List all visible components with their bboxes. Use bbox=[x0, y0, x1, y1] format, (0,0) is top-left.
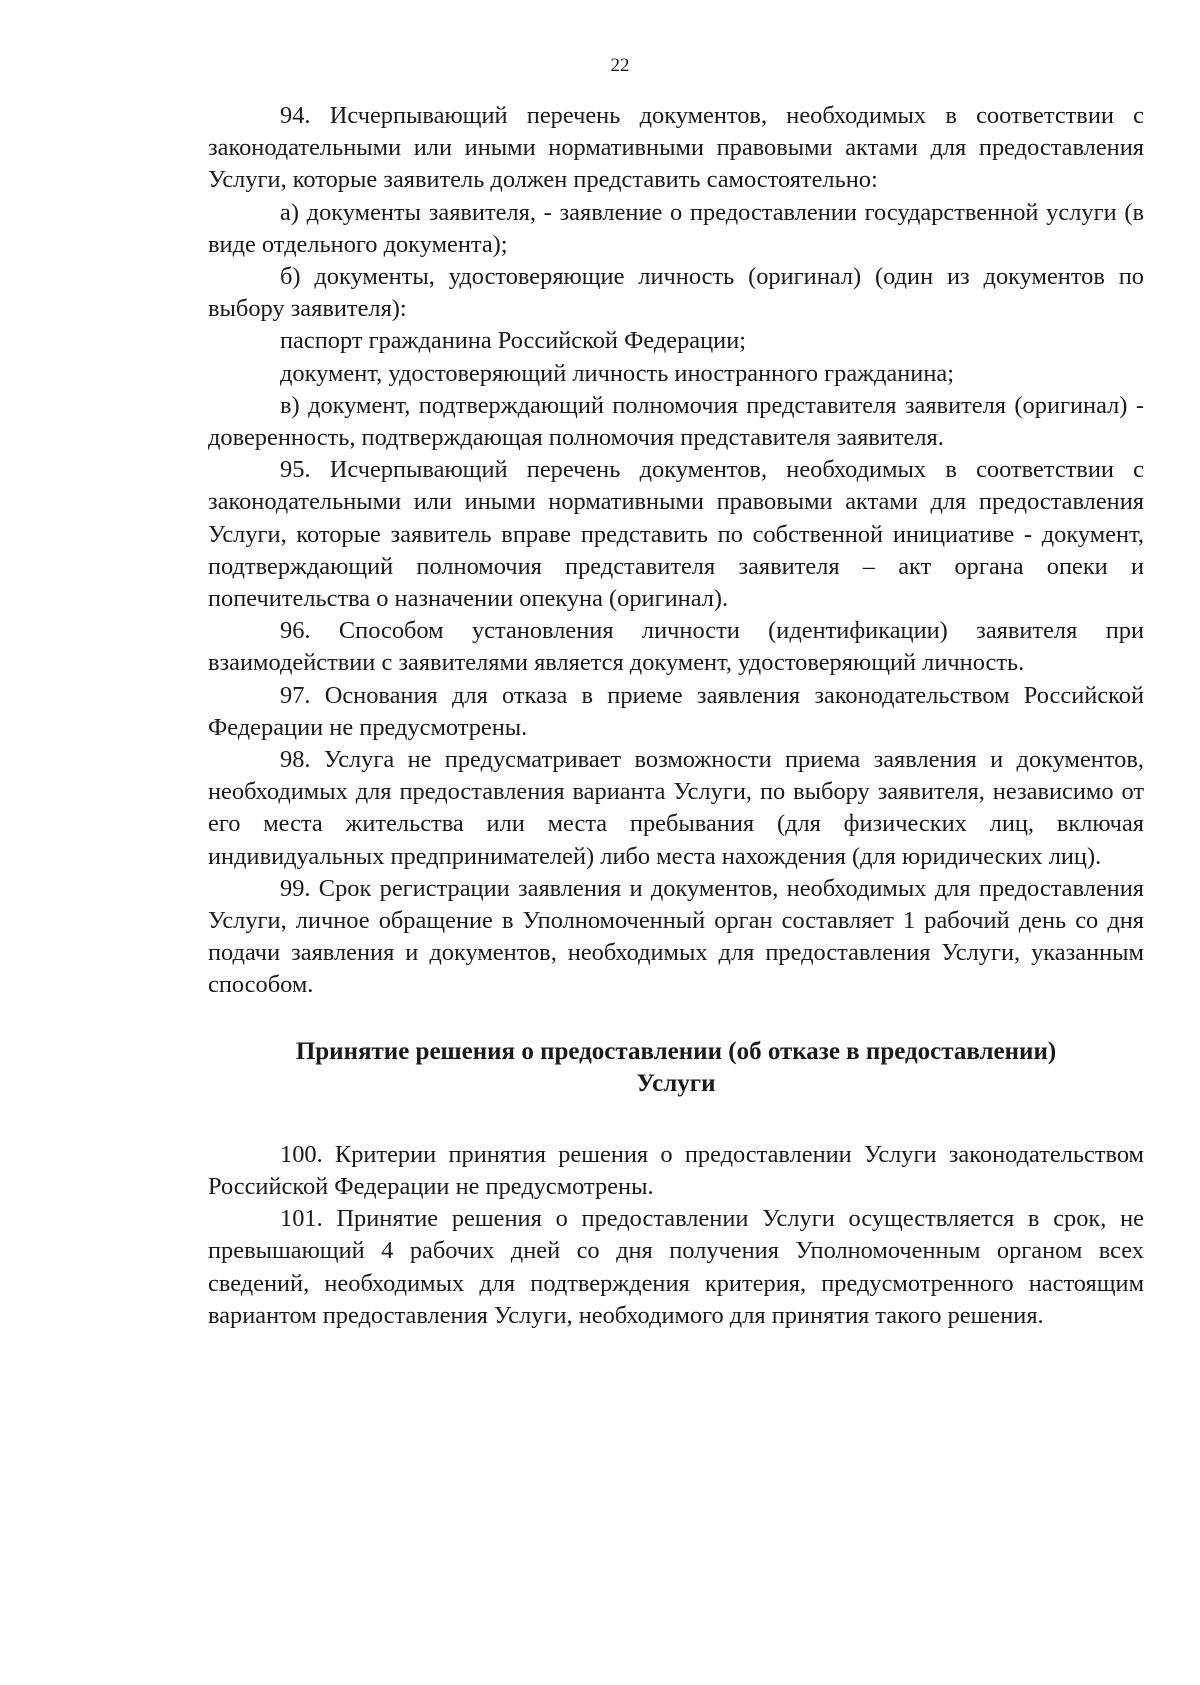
list-item-a: а) документы заявителя, - заявление о предоставлении государственной услуги (в виде отдельного документа); bbox=[208, 198, 1144, 258]
section-heading-line-2: Услуги bbox=[636, 1070, 716, 1098]
paragraph-94: 94. Исчерпывающий перечень документов, необходимых в соответствии с законодательными или иными нормативными правовыми актами для предоставления Услуги, которые заявитель должен представить самостоятельно: bbox=[208, 102, 1144, 194]
paragraph-98: 98. Услуга не предусматривает возможности приема заявления и документов, необходимых для предоставления варианта Услуги, по выбору заявителя, независимо от его места жительства или места пребывания (для физических лиц, включая индивидуальных предпринимателей) либо места нахождения (для юридических лиц). bbox=[208, 746, 1144, 870]
list-item-b: б) документы, удостоверяющие личность (оригинал) (один из документов по выбору заявителя): bbox=[208, 263, 1144, 323]
list-item-foreign-id: документ, удостоверяющий личность иностранного гражданина; bbox=[280, 359, 954, 387]
paragraph-101: 101. Принятие решения о предоставлении Услуги осуществляется в срок, не превышающий 4 рабочих дней со дня получения Уполномоченным органом всех сведений, необходимых для подтверждения критерия, предусмотренного настоящим вариантом предоставления Услуги, необходимого для принятия такого решения. bbox=[208, 1205, 1144, 1329]
page-number: 22 bbox=[610, 55, 630, 76]
document-body bbox=[208, 100, 1144, 1332]
paragraph-100: 100. Критерии принятия решения о предоставлении Услуги законодательством Российской Федерации не предусмотрены. bbox=[208, 1140, 1144, 1200]
paragraph-95: 95. Исчерпывающий перечень документов, необходимых в соответствии с законодательными или иными нормативными правовыми актами для предоставления Услуги, которые заявитель вправе представить по собственной инициативе - документ, подтверждающий полномочия представителя заявителя – акт органа опеки и попечительства о назначении опекуна (оригинал). bbox=[208, 456, 1144, 613]
paragraph-99: 99. Срок регистрации заявления и документов, необходимых для предоставления Услуги, личное обращение в Уполномоченный орган составляет 1 рабочий день со дня подачи заявления и документов, необходимых для предоставления Услуги, указанным способом. bbox=[208, 874, 1144, 999]
section-heading-line-1: Принятие решения о предоставлении (об отказе в предоставлении) bbox=[295, 1037, 1057, 1065]
list-item-v: в) документ, подтверждающий полномочия представителя заявителя (оригинал) - доверенность, подтверждающая полномочия представителя заявителя. bbox=[208, 391, 1144, 452]
paragraph-96: 96. Способом установления личности (идентификации) заявителя при взаимодействии с заявителями является документ, удостоверяющий личность. bbox=[208, 617, 1144, 677]
paragraph-97: 97. Основания для отказа в приеме заявления законодательством Российской Федерации не предусмотрены. bbox=[208, 681, 1144, 741]
section-heading bbox=[208, 1036, 1144, 1101]
list-item-passport: паспорт гражданина Российской Федерации; bbox=[280, 327, 747, 355]
